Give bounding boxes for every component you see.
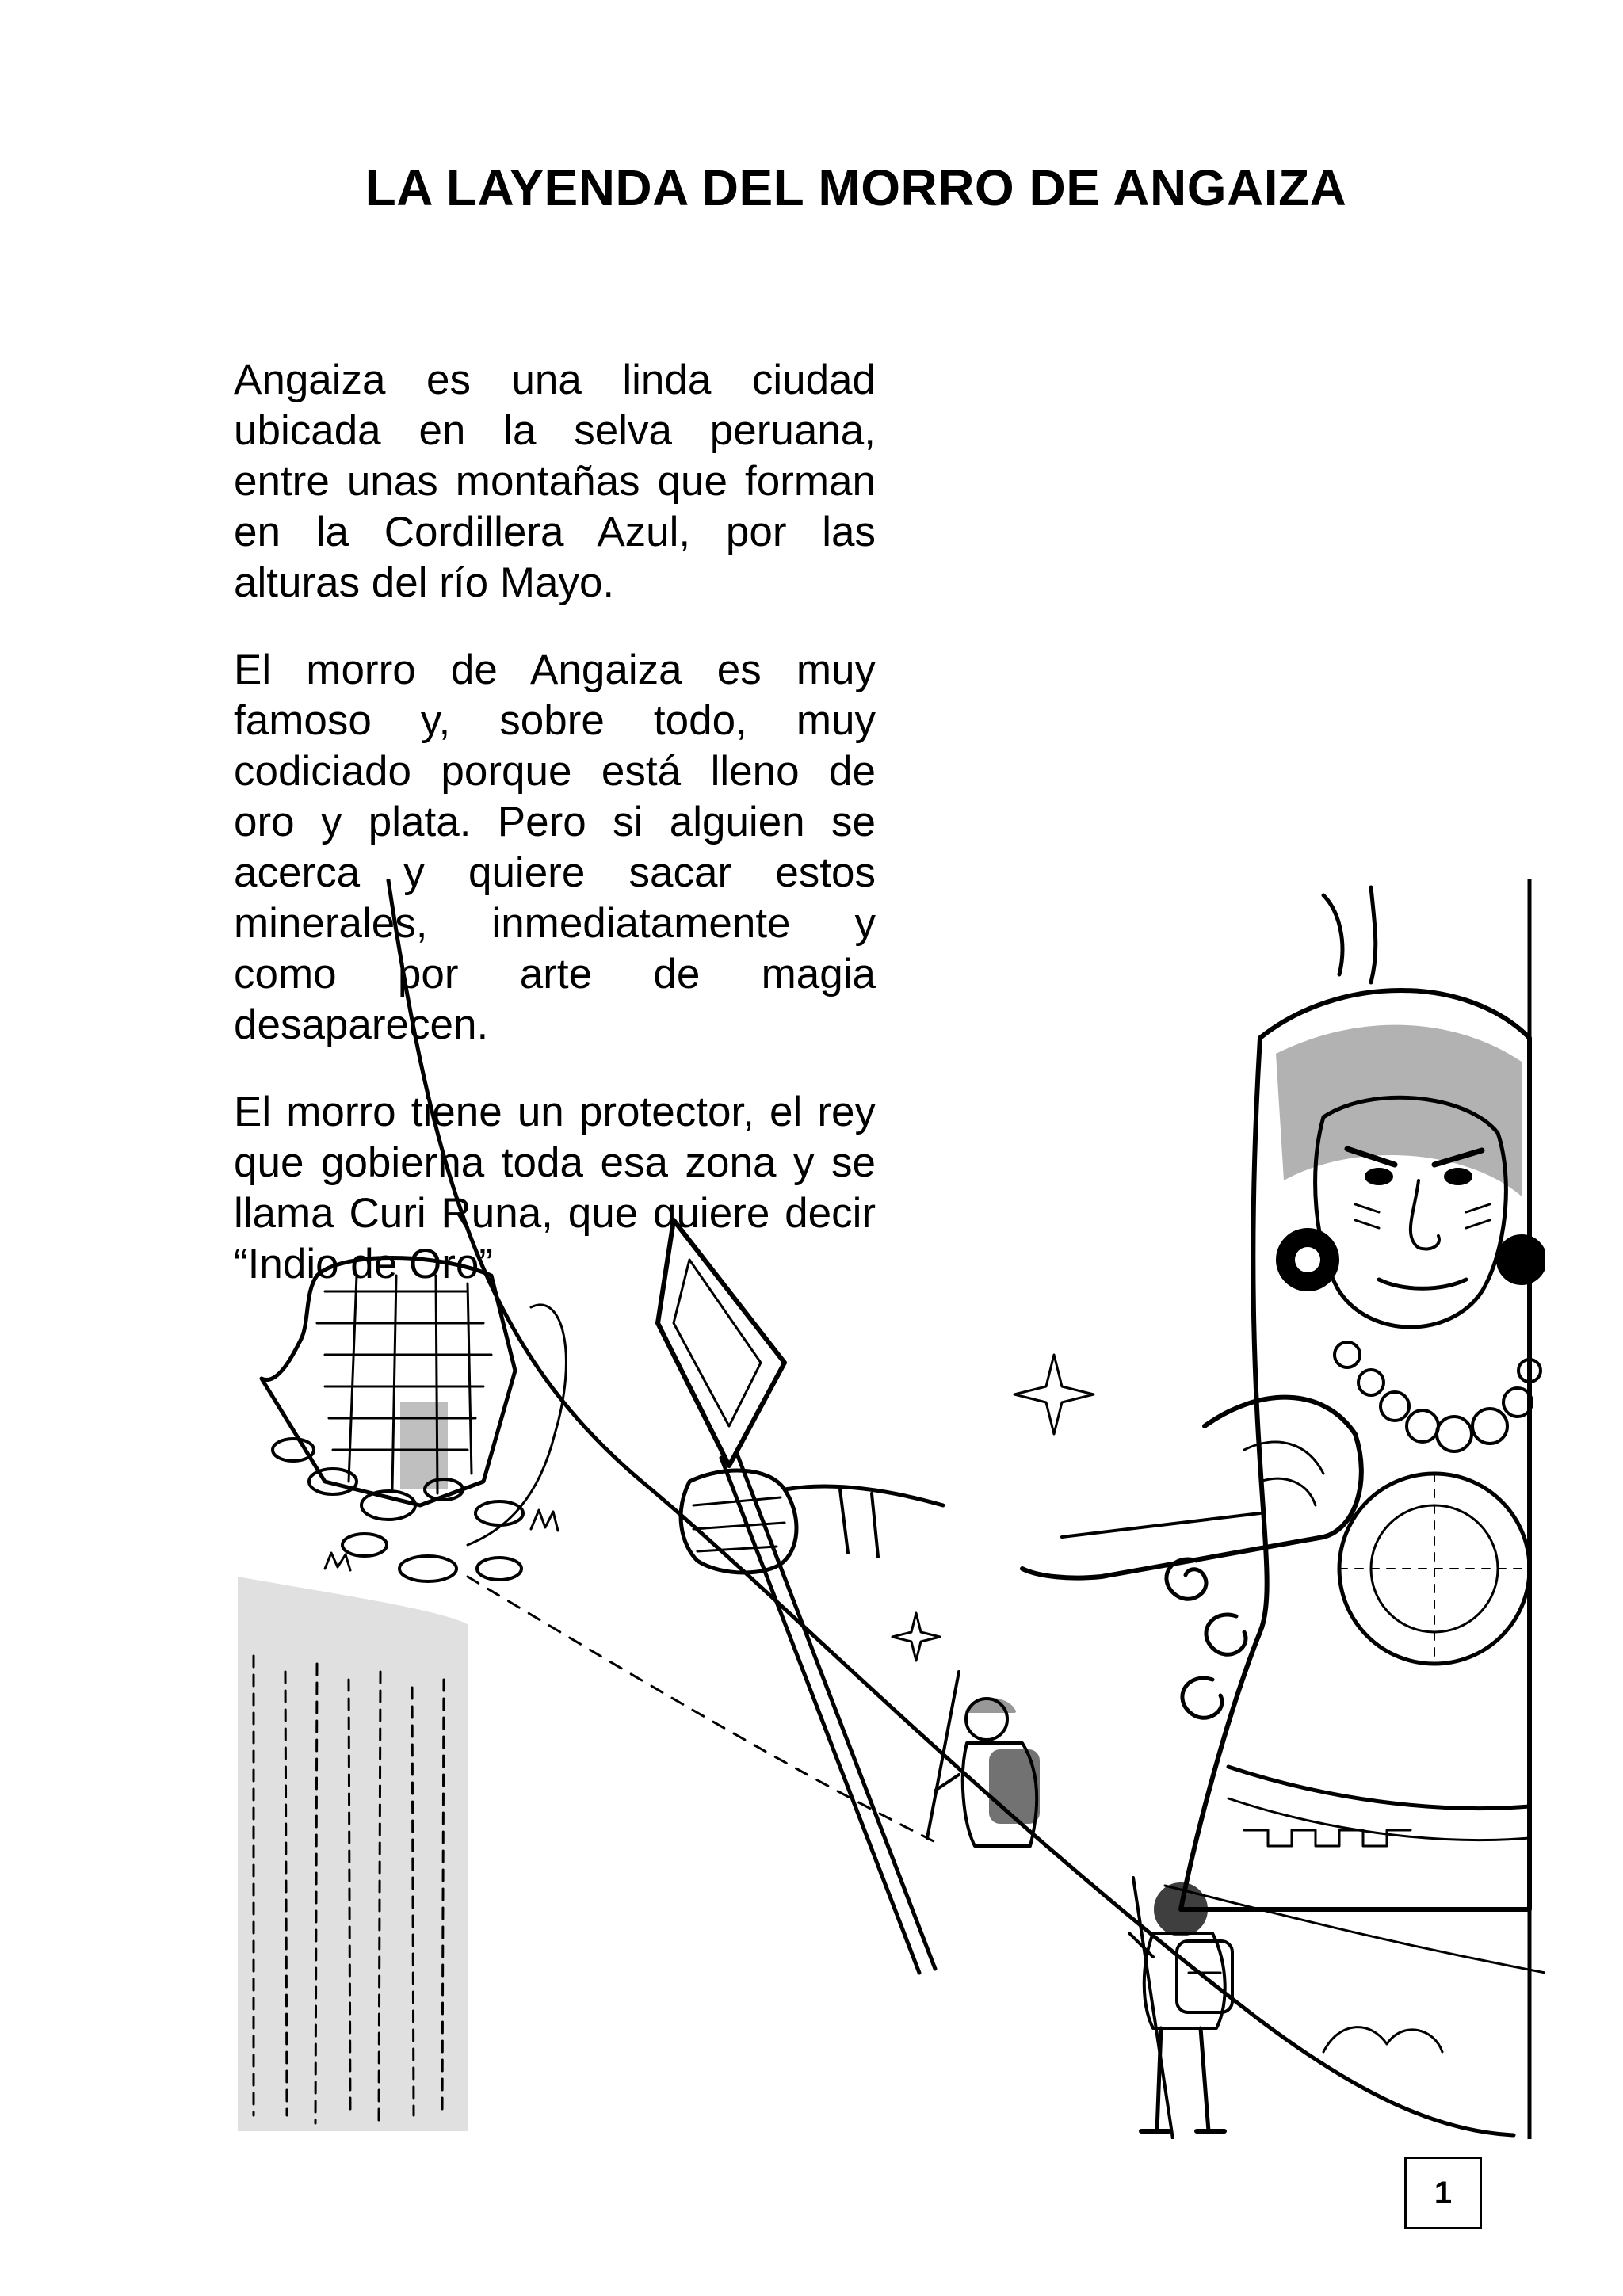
page-title: LA LAYENDA DEL MORRO DE ANGAIZA (365, 159, 1347, 216)
story-illustration (230, 879, 1545, 2139)
stippled-cliff (238, 1577, 468, 2131)
staff (658, 1220, 943, 1973)
paragraph-1: Angaiza es una linda ciudad ubicada en la selva peruana, entre unas montañas que forman en la Cordillera Azul, por las alturas del río Mayo. (234, 357, 876, 606)
paragraph-2: El morro de Angaiza es muy famoso y, sobre todo, muy codiciado porque está lleno de oro y plata. Pero si alguien se acerca y quiere sacar estos minerales, inmediatamente y como por arte de magia desaparecen. (234, 646, 876, 1048)
page-number: 1 (1404, 2157, 1482, 2229)
child-with-walking-stick (1129, 1878, 1232, 2139)
hiker-with-backpack (927, 1672, 1038, 1846)
paragraph-3: El morro tiene un protector, el rey que gobierna toda esa zona y se llama Curi Runa, que quiere decir “Indio de Oro” (234, 1089, 876, 1287)
stone-ruins (262, 1258, 566, 1582)
